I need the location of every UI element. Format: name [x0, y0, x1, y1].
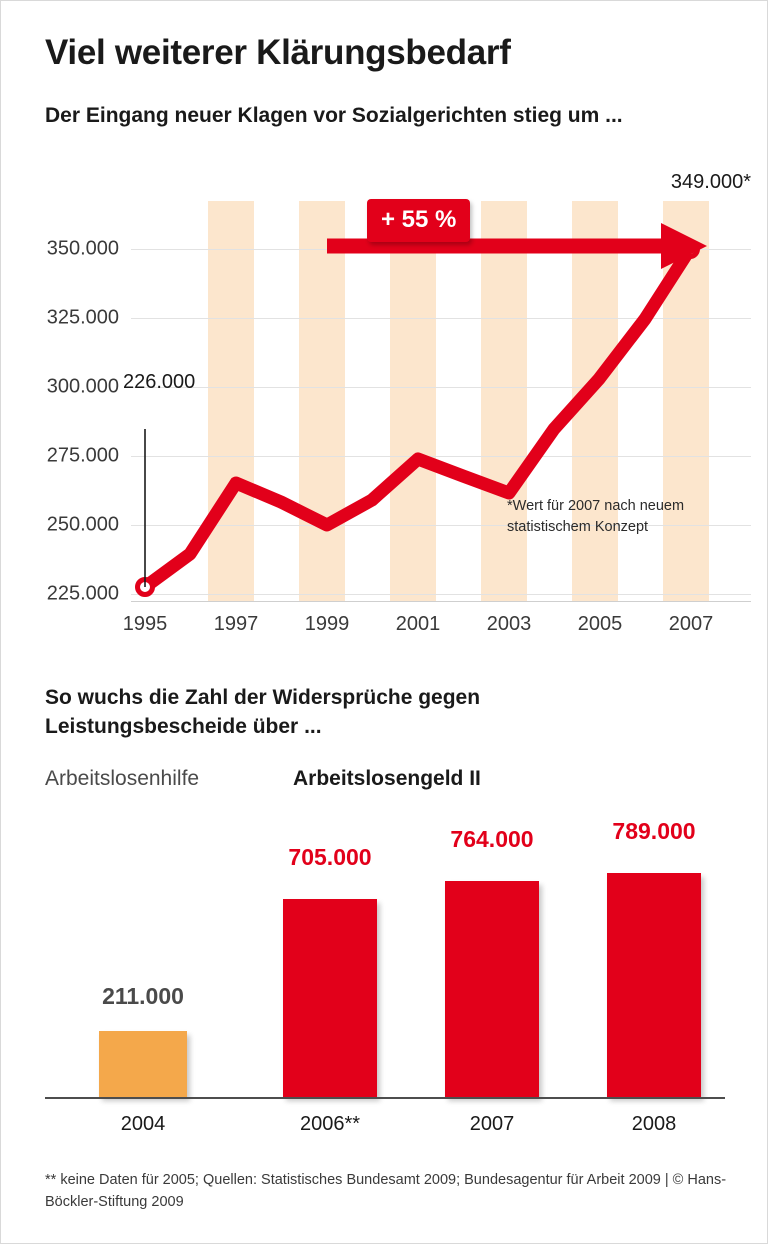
growth-badge: + 55 % [367, 199, 470, 242]
ytick-label: 250.000 [46, 513, 119, 536]
xtick-1997: 1997 [213, 613, 259, 635]
xtick-1995: 1995 [122, 613, 168, 635]
xtick-2001: 2001 [395, 613, 441, 635]
growth-arrow-icon [131, 201, 751, 601]
content-area [45, 1, 751, 1244]
bar-2004 [99, 1031, 187, 1097]
bar-category-2008: 2008 [631, 1113, 677, 1135]
end-value-label: 349.000* [670, 171, 751, 193]
xtick-2007: 2007 [668, 613, 714, 635]
line-chart-plot [46, 201, 751, 605]
bar-category-2004: 2004 [120, 1113, 166, 1135]
xtick-1999: 1999 [304, 613, 350, 635]
page-title: Viel weiterer Klärungsbedarf [45, 33, 511, 72]
bar-value-2007: 764.000 [450, 826, 534, 852]
bar-category-2007: 2007 [469, 1113, 515, 1135]
ytick-label: 275.000 [46, 444, 119, 467]
ytick-label: 300.000 [46, 375, 119, 398]
x-axis-line [131, 601, 751, 602]
group-label-arbeitslosengeld-ii: Arbeitslosengeld II [293, 767, 481, 790]
bar-category-2006: 2006** [299, 1113, 361, 1135]
chart1-subtitle: Der Eingang neuer Klagen vor Sozialgerichten stieg um ... [45, 104, 623, 127]
xtick-2005: 2005 [577, 613, 623, 635]
ytick-label: 225.000 [46, 582, 119, 605]
ytick-label: 350.000 [46, 237, 119, 260]
bar-chart-baseline [45, 1097, 725, 1099]
bar-value-2004: 211.000 [102, 983, 184, 1009]
bar-2007 [445, 881, 539, 1097]
chart2-subtitle: So wuchs die Zahl der Widersprüche gegen Leistungsbescheide über ... [45, 686, 481, 738]
bar-value-2008: 789.000 [612, 818, 696, 844]
xtick-2003: 2003 [486, 613, 532, 635]
bar-value-2006: 705.000 [288, 844, 372, 870]
chart-footnote: *Wert für 2007 nach neuem statistischem Konzept [507, 498, 685, 535]
bar-chart [45, 801, 751, 1161]
group-label-arbeitslosenhilfe: Arbeitslosenhilfe [45, 767, 200, 790]
source-note: ** keine Daten für 2005; Quellen: Statistisches Bundesamt 2009; Bundesagentur für Arbeit 2009 | © Hans-Böckler-Stiftung 2009 [45, 1172, 727, 1210]
start-value-label: 226.000 [123, 371, 196, 393]
line-chart [45, 171, 751, 651]
ytick-label: 325.000 [46, 306, 119, 329]
bar-2006 [283, 899, 377, 1097]
bar-2008 [607, 873, 701, 1097]
